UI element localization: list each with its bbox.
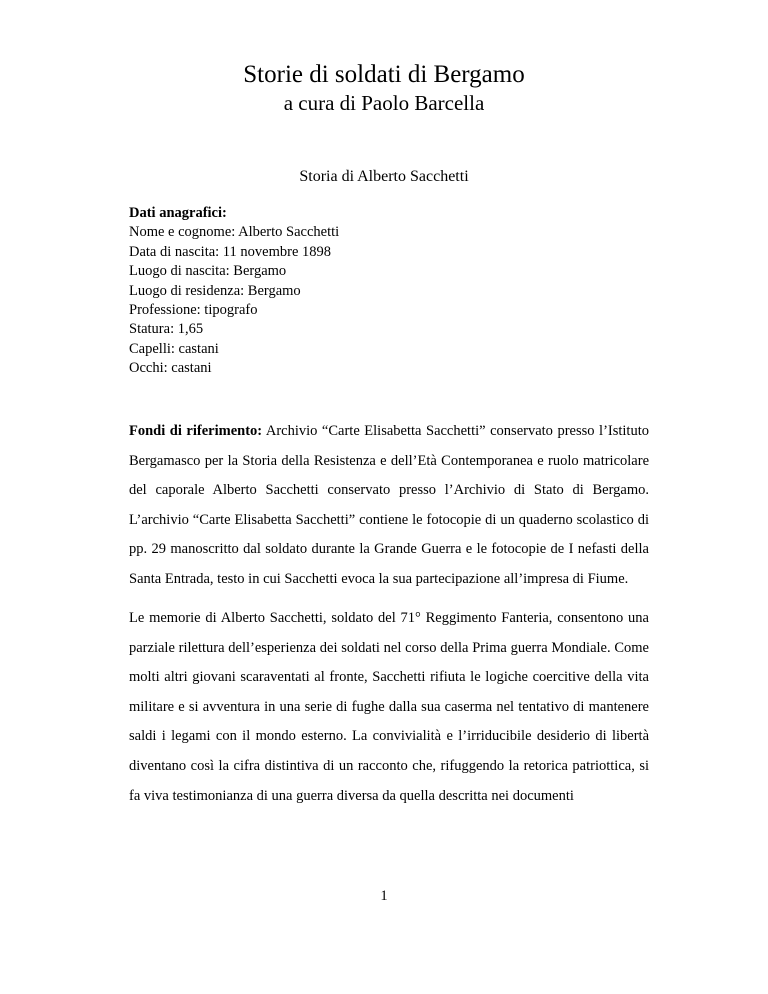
registry-row-profession: Professione: tipografo: [129, 302, 258, 319]
body-paragraph: Le memorie di Alberto Sacchetti, soldato del 71° Reggimento Fanteria, consentono una parziale rilettura dell’esperienza dei soldati nel corso della Prima guerra Mondiale. Come molti altri giovani scaraventati al fronte, Sacchetti rifiuta le logiche coercitive della vita militare e si avventura in una serie di fughe dalla sua caserma nel tentativo di mantenere saldi i legami con il mondo esterno. La convivialità e l’irriducibile desiderio di libertà diventano così la cifra distintiva di un racconto che, rifuggendo la retorica patriottica, si fa viva testimonianza di una guerra diversa da quella descritta nei documenti: [129, 610, 649, 804]
registry-row-birth-place: Luogo di nascita: Bergamo: [129, 263, 287, 280]
registry-row-eyes: Occhi: castani: [129, 360, 212, 377]
sources-label: Fondi di riferimento:: [129, 423, 263, 439]
sources-paragraph: [129, 417, 649, 595]
document-subtitle: a cura di Paolo Barcella: [283, 91, 485, 115]
registry-block: [129, 204, 649, 379]
registry-row-residence: Luogo di residenza: Bergamo: [129, 282, 301, 299]
sources-text: Archivio “Carte Elisabetta Sacchetti” conservato presso l’Istituto Bergamasco per la Storia della Resistenza e dell’Età Contemporanea e ruolo matricolare del caporale Alberto Sacchetti conservato presso l’Archivio di Stato di Bergamo. L’archivio “Carte Elisabetta Sacchetti” contiene le fotocopie di un quaderno scolastico di pp. 29 manoscritto dal soldato durante la Grande Guerra e le fotocopie de I nefasti della Santa Entrada, testo in cui Sacchetti evoca la sua partecipazione all’impresa di Fiume.: [129, 423, 649, 587]
document-title: Storie di soldati di Bergamo: [243, 61, 525, 88]
registry-heading: Dati anagrafici:: [129, 205, 227, 221]
registry-row-birth-date: Data di nascita: 11 novembre 1898: [129, 243, 332, 260]
page-number: 1: [380, 888, 388, 904]
registry-row-name: Nome e cognome: Alberto Sacchetti: [129, 224, 340, 241]
registry-row-hair: Capelli: castani: [129, 340, 219, 357]
registry-row-height: Statura: 1,65: [129, 321, 204, 338]
story-title: Storia di Alberto Sacchetti: [299, 168, 469, 185]
